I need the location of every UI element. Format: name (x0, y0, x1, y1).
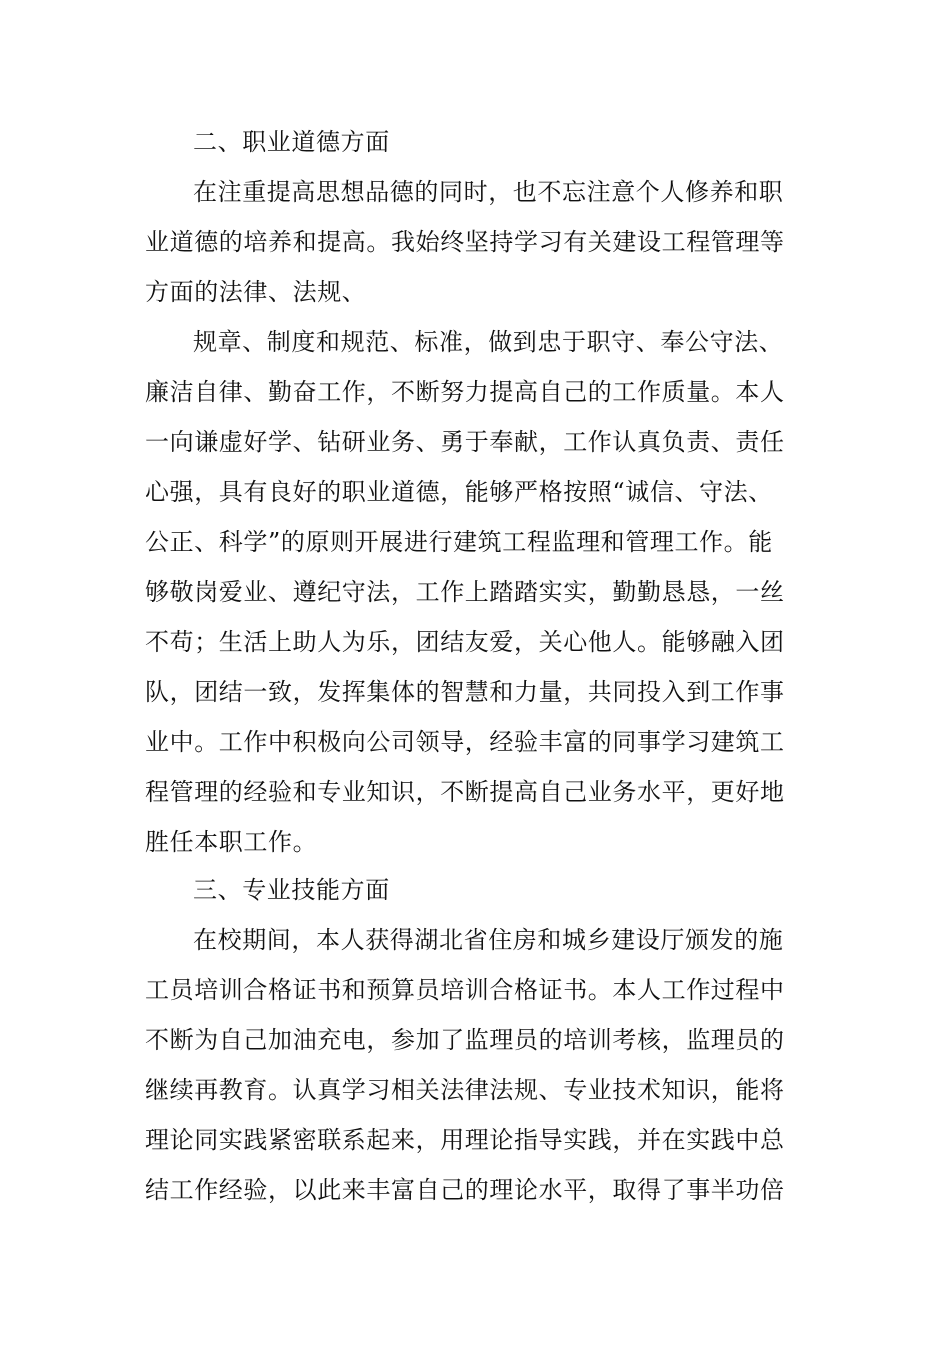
paragraph-line: 心强，具有良好的职业道德，能够严格按照“诚信、守法、 (145, 478, 773, 506)
paragraph-line: 在校期间，本人获得湖北省住房和城乡建设厅颁发的施 (193, 926, 784, 954)
paragraph-line: 不苟；生活上助人为乐，团结友爱，关心他人。能够融入团 (145, 628, 785, 656)
heading-professional-skills: 三、专业技能方面 (193, 876, 390, 904)
paragraph-line: 业道德的培养和提高。我始终坚持学习有关建设工程管理等 (145, 228, 785, 256)
paragraph-line: 公正、科学”的原则开展进行建筑工程监理和管理工作。能 (145, 528, 773, 556)
paragraph-line: 程管理的经验和专业知识，不断提高自己业务水平，更好地 (145, 778, 785, 806)
paragraph-line: 胜任本职工作。 (145, 828, 318, 856)
paragraph-line: 在注重提高思想品德的同时，也不忘注意个人修养和职 (193, 178, 784, 206)
paragraph-line: 继续再教育。认真学习相关法律法规、专业技术知识，能将 (145, 1076, 785, 1104)
heading-professional-ethics: 二、职业道德方面 (193, 128, 390, 156)
paragraph-line: 廉洁自律、勤奋工作，不断努力提高自己的工作质量。本人 (145, 378, 785, 406)
paragraph-line: 不断为自己加油充电，参加了监理员的培训考核，监理员的 (145, 1026, 785, 1054)
paragraph-line: 够敬岗爱业、遵纪守法，工作上踏踏实实，勤勤恳恳，一丝 (145, 578, 785, 606)
paragraph-line: 理论同实践紧密联系起来，用理论指导实践，并在实践中总 (145, 1126, 785, 1154)
paragraph-line: 业中。工作中积极向公司领导，经验丰富的同事学习建筑工 (145, 728, 785, 756)
paragraph-line: 方面的法律、法规、 (145, 278, 367, 306)
paragraph-line: 工员培训合格证书和预算员培训合格证书。本人工作过程中 (145, 976, 785, 1004)
paragraph-line: 队，团结一致，发挥集体的智慧和力量，共同投入到工作事 (145, 678, 785, 706)
paragraph-line: 结工作经验，以此来丰富自己的理论水平，取得了事半功倍 (145, 1176, 785, 1204)
paragraph-line: 一向谦虚好学、钻研业务、勇于奉献，工作认真负责、责任 (145, 428, 785, 456)
paragraph-line: 规章、制度和规范、标准，做到忠于职守、奉公守法、 (193, 328, 784, 356)
